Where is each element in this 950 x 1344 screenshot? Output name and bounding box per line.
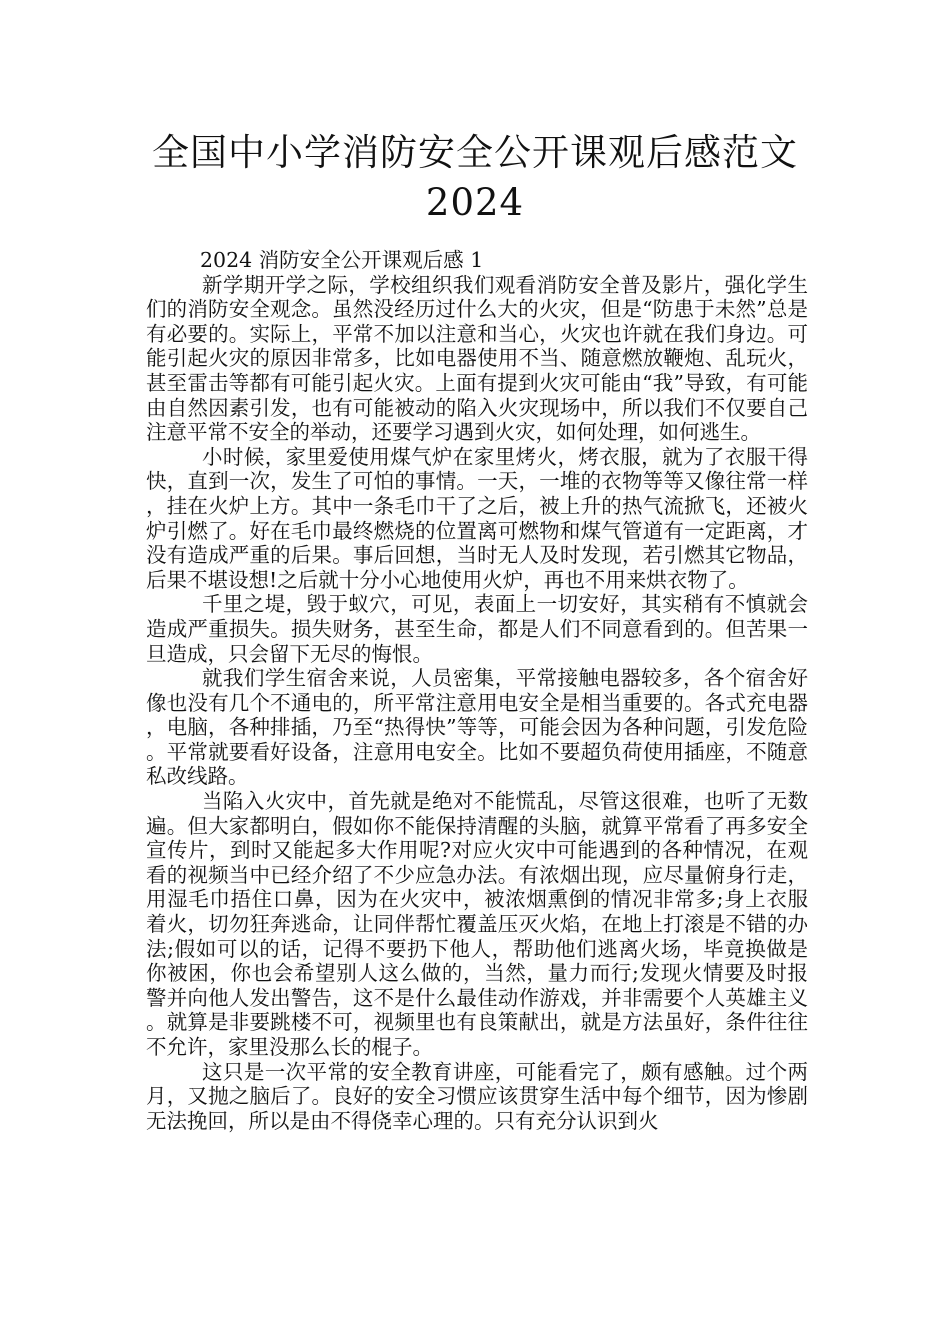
title-line-2: 2024 xyxy=(425,181,525,224)
paragraph-6: 这只是一次平常的安全教育讲座，可能看完了，颇有感触。过个两月，又抛之脑后了。良好的安全习惯应该贯穿生活中每个细节，因为惨剧无法挽回，所以是由不得侥幸心理的。只有充分认识到火 xyxy=(146,1059,808,1133)
paragraph-2: 小时候，家里爱使用煤气炉在家里烤火，烤衣服，就为了衣服干得快，直到一次，发生了可怕的事情。一天，一堆的衣物等等又像往常一样，挂在火炉上方。其中一条毛巾干了之后，被上升的热气流掀飞，还被火炉引燃了。好在毛巾最终燃烧的位置离可燃物和煤气管道有一定距离，才没有造成严重的后果。事后回想，当时无人及时发现，若引燃其它物品，后果不堪设想!之后就十分小心地使用火炉，再也不用来烘衣物了。 xyxy=(146,444,808,592)
paragraph-4: 就我们学生宿舍来说，人员密集，平常接触电器较多，各个宿舍好像也没有几个不通电的，所平常注意用电安全是相当重要的。各式充电器，电脑，各种排插，乃至“热得快”等等，可能会因为各种问题，引发危险。平常就要看好设备，注意用电安全。比如不要超负荷使用插座，不随意私改线路。 xyxy=(146,666,808,789)
paragraph-1: 新学期开学之际，学校组织我们观看消防安全普及影片，强化学生们的消防安全观念。虽然没经历过什么大的火灾，但是“防患于未然”总是有必要的。实际上，平常不加以注意和当心，火灾也许就在我们身边。可能引起火灾的原因非常多，比如电器使用不当、随意燃放鞭炮、乱玩火，甚至雷击等都有可能引起火灾。上面有提到火灾可能由“我”导致，有可能由自然因素引发，也有可能被动的陷入火灾现场中，所以我们不仅要自己注意平常不安全的举动，还要学习遇到火灾，如何处理，如何逃生。 xyxy=(146,272,808,445)
section-subheading: 2024 消防安全公开课观后感 1 xyxy=(200,248,484,272)
document-title xyxy=(140,128,810,228)
document-body xyxy=(146,248,808,1133)
paragraph-3: 千里之堤，毁于蚁穴，可见，表面上一切安好，其实稍有不慎就会造成严重损失。损失财务，甚至生命，都是人们不同意看到的。但苦果一旦造成，只会留下无尽的悔恨。 xyxy=(146,592,808,666)
title-line-1: 全国中小学消防安全公开课观后感范文 xyxy=(152,131,798,174)
paragraph-5: 当陷入火灾中，首先就是绝对不能慌乱，尽管这很难，也听了无数遍。但大家都明白，假如你不能保持清醒的头脑，就算平常看了再多安全宣传片，到时又能起多大作用呢?对应火灾中可能遇到的各种情况，在观看的视频当中已经介绍了不少应急办法。有浓烟出现，应尽量俯身行走，用湿毛巾捂住口鼻，因为在火灾中，被浓烟熏倒的情况非常多;身上衣服着火，切勿狂奔逃命，让同伴帮忙覆盖压灭火焰，在地上打滚是不错的办法;假如可以的话，记得不要扔下他人，帮助他们逃离火场，毕竟换做是你被困，你也会希望别人这么做的，当然，量力而行;发现火情要及时报警并向他人发出警告，这不是什么最佳动作游戏，并非需要个人英雄主义。就算是非要跳楼不可，视频里也有良策献出，就是方法虽好，条件往往不允许，家里没那么长的棍子。 xyxy=(146,789,808,1059)
